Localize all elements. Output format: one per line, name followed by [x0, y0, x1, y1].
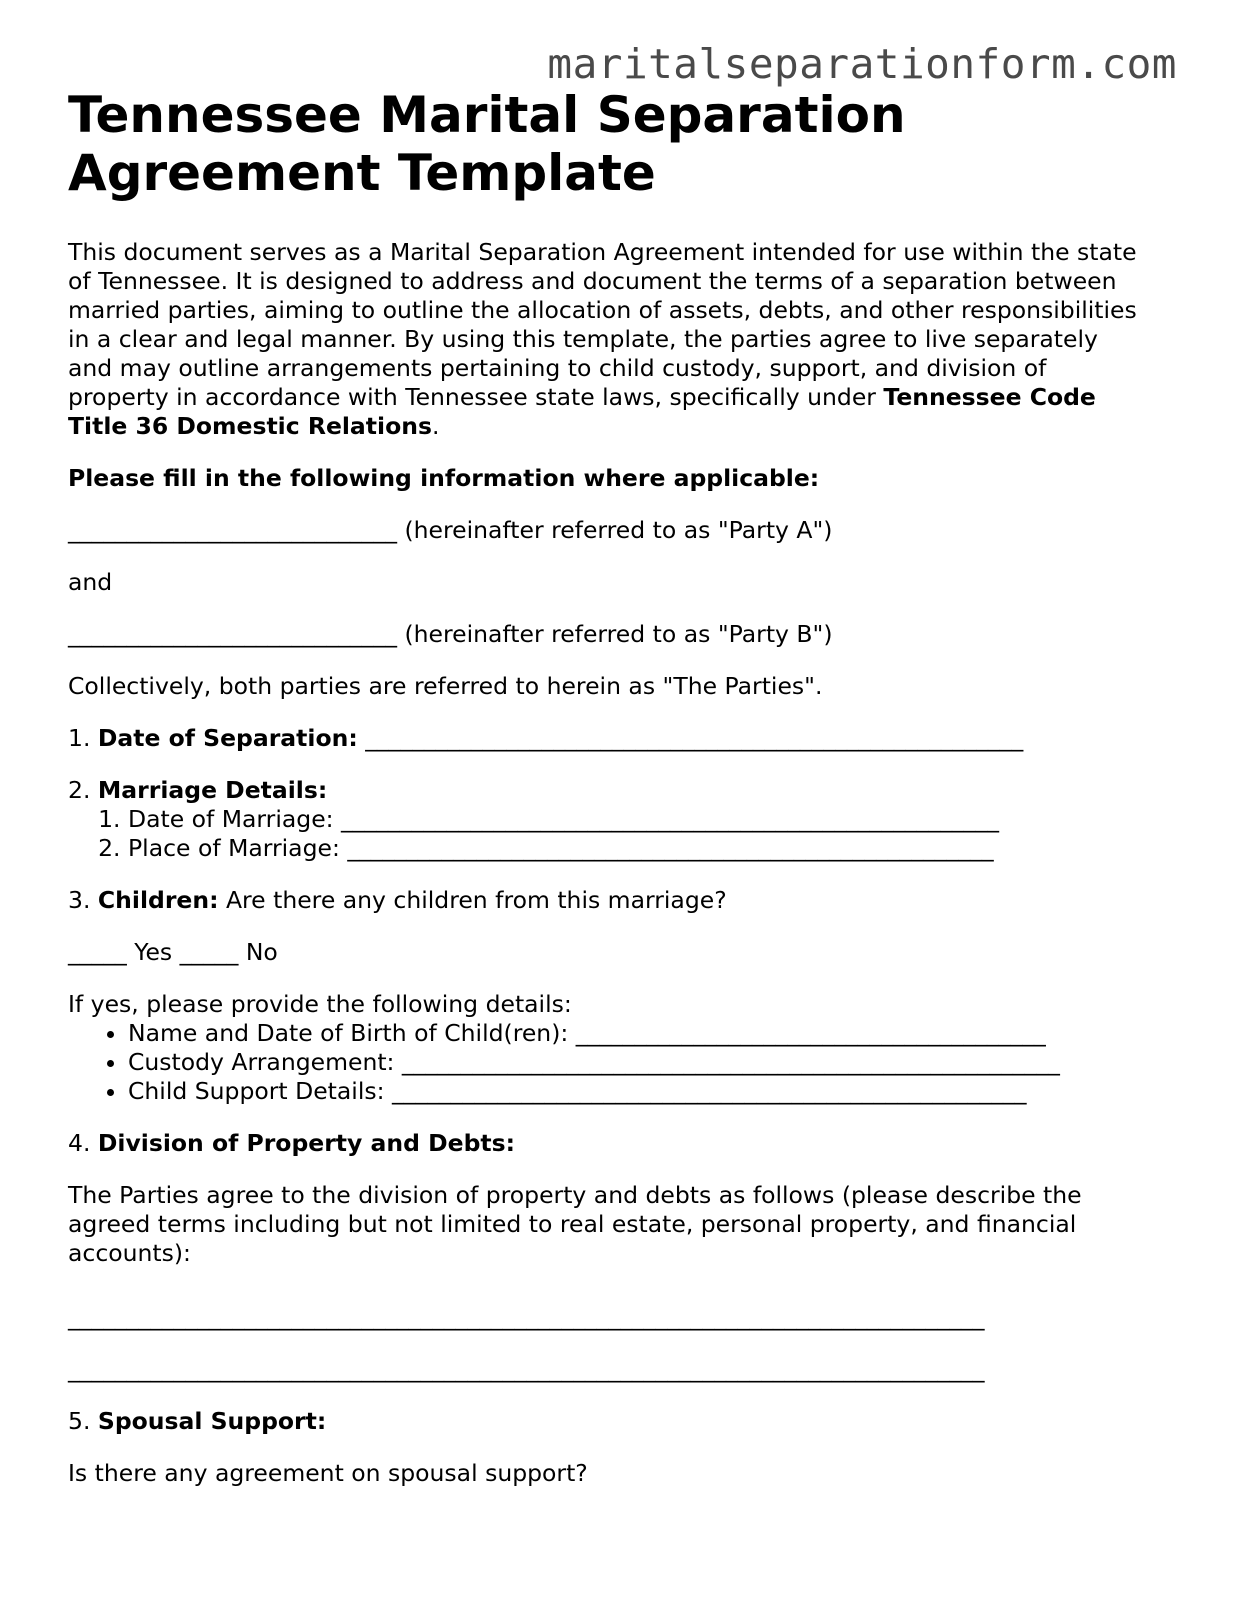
children-details-list [68, 1019, 1178, 1106]
collectively-text: Collectively, both parties are referred to herein as "The Parties". [68, 672, 823, 700]
intro-line: married parties, aiming to outline the allocation of assets, debts, and other responsibilities [68, 296, 1137, 324]
section-label: Children: [97, 886, 219, 914]
intro-line: of Tennessee. It is designed to address and document the terms of a separation between [68, 267, 1117, 295]
section-label: Marriage Details: [97, 776, 328, 804]
party-a-label: (hereinafter referred to as "Party A") [397, 516, 833, 544]
code-reference-part1: Tennessee Code [883, 383, 1096, 411]
intro-line: and may outline arrangements pertaining to child custody, support, and division of [68, 354, 1047, 382]
title-line-1: Tennessee Marital Separation [68, 86, 906, 144]
section-4-division-of-property [68, 1129, 1178, 1158]
party-a-blank[interactable]: ____________________________ [68, 516, 397, 544]
section-label: Date of Separation: [97, 724, 358, 752]
property-blank-line-2[interactable]: ______________________________________________________________________________ [68, 1355, 985, 1383]
date-of-marriage-field[interactable]: 1. Date of Marriage: ________________________________________________________ [128, 805, 1178, 834]
intro-line: This document serves as a Marital Separation Agreement intended for use within the state [68, 238, 1137, 266]
party-b-blank[interactable]: ____________________________ [68, 620, 397, 648]
section-5-spousal-support [68, 1407, 1178, 1436]
section-label: Division of Property and Debts: [97, 1129, 516, 1157]
children-if-yes: If yes, please provide the following details: [68, 990, 572, 1018]
place-of-marriage-field[interactable]: 2. Place of Marriage: _______________________________________________________ [128, 834, 1178, 863]
section-3-children [68, 886, 1178, 915]
code-reference-part2: Title 36 Domestic Relations [68, 412, 432, 440]
party-b-label: (hereinafter referred to as "Party B") [397, 620, 833, 648]
intro-line-6-text: property in accordance with Tennessee state laws, specifically under [68, 383, 884, 411]
fill-instruction-text: Please fill in the following information where applicable: [68, 464, 820, 492]
custody-arrangement-field[interactable]: • Custody Arrangement: ________________________________________________________ [128, 1048, 1178, 1077]
section-label: Spousal Support: [97, 1407, 327, 1435]
title-line-2: Agreement Template [68, 144, 656, 202]
children-question: Are there any children from this marriage? [218, 886, 727, 914]
section-number: 3. [68, 886, 98, 914]
intro-line [68, 383, 1178, 412]
intro-period: . [431, 412, 440, 440]
watermark-text: maritalseparationform.com [547, 40, 1177, 88]
party-b-line [68, 620, 1178, 649]
section-number: 5. [68, 1407, 98, 1435]
and-text: and [68, 568, 113, 596]
separation-date-blank[interactable]: ________________________________________________________ [357, 724, 1024, 752]
spousal-support-question: Is there any agreement on spousal support? [68, 1459, 588, 1487]
intro-line [68, 412, 1178, 441]
section-number: 1. [68, 724, 98, 752]
page-title [68, 86, 1178, 202]
property-description-line: accounts): [68, 1239, 191, 1267]
child-name-dob-field[interactable]: • Name and Date of Birth of Child(ren): ________________________________________ [128, 1019, 1178, 1048]
property-blank-line-1[interactable]: ______________________________________________________________________________ [68, 1303, 985, 1331]
section-number: 2. [68, 776, 98, 804]
intro-line: in a clear and legal manner. By using this template, the parties agree to live separately [68, 325, 1098, 353]
party-a-line [68, 516, 1178, 545]
section-1-date-of-separation [68, 724, 1178, 753]
property-description [68, 1181, 1178, 1268]
fill-instruction [68, 464, 1178, 493]
children-yes-no[interactable]: _____ Yes _____ No [68, 938, 278, 966]
property-description-line: The Parties agree to the division of property and debts as follows (please describe the [68, 1181, 1082, 1209]
section-2-marriage-details [68, 776, 1178, 805]
intro-paragraph [68, 238, 1178, 441]
section-number: 4. [68, 1129, 98, 1157]
marriage-details-list [68, 805, 1178, 863]
child-support-field[interactable]: • Child Support Details: ______________________________________________________ [128, 1077, 1178, 1106]
property-description-line: agreed terms including but not limited to real estate, personal property, and financial [68, 1210, 1077, 1238]
document-body [68, 86, 1178, 1488]
